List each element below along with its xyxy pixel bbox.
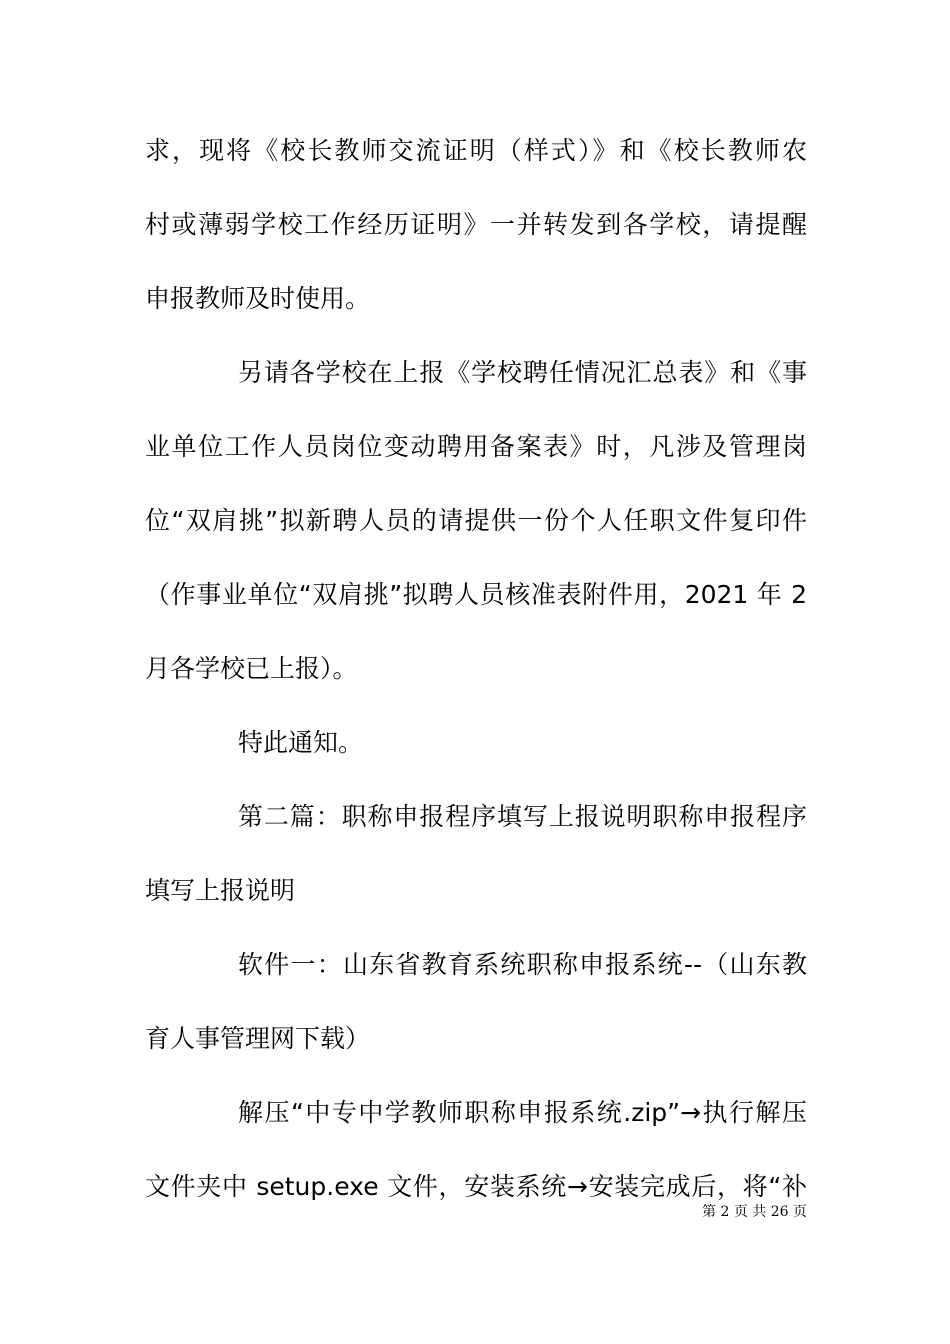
text-line: 月各学校已上报）。	[145, 654, 358, 683]
text-line: 特此通知。	[238, 728, 364, 757]
text-line: （作事业单位“双肩挑”拟聘人员核准表附件用，2021 年 2	[145, 580, 807, 609]
body-text	[145, 124, 807, 1234]
text-line: 第二篇：职称申报程序填写上报说明职称申报程序	[238, 802, 807, 831]
text-line: 位“双肩挑”拟新聘人员的请提供一份个人任职文件复印件	[145, 506, 807, 535]
page-number: 第 2 页 共 26 页	[702, 1204, 807, 1220]
text-line: 软件一：山东省教育系统职称申报系统--（山东教	[238, 950, 807, 979]
text-line: 求，现将《校长教师交流证明（样式）》和《校长教师农	[145, 136, 807, 165]
text-line: 填写上报说明	[145, 876, 296, 905]
text-line: 育人事管理网下载）	[145, 1024, 371, 1053]
text-line: 另请各学校在上报《学校聘任情况汇总表》和《事	[238, 358, 807, 387]
text-line: 业单位工作人员岗位变动聘用备案表》时，凡涉及管理岗	[145, 432, 807, 461]
text-line: 解压“中专中学教师职称申报系统.zip”→执行解压	[238, 1098, 807, 1127]
text-line: 申报教师及时使用。	[145, 284, 371, 313]
text-line: 文件夹中 setup.exe 文件，安装系统→安装完成后，将“补	[145, 1172, 807, 1201]
text-line: 村或薄弱学校工作经历证明》一并转发到各学校，请提醒	[145, 210, 807, 239]
